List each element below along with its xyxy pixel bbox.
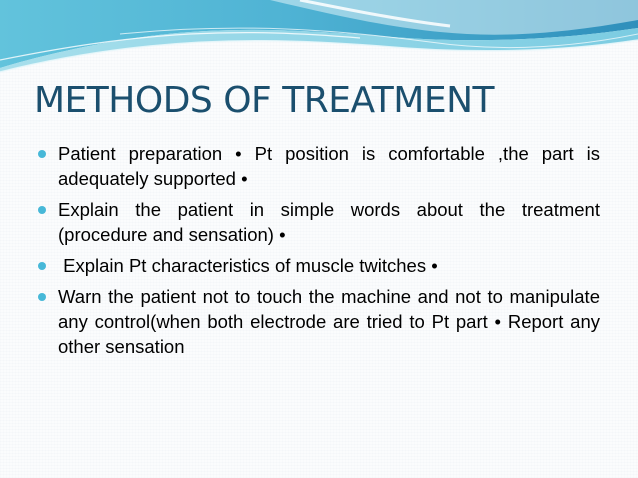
bullet-dot-icon xyxy=(38,262,46,270)
bullet-item xyxy=(38,197,600,247)
bullet-dot-icon xyxy=(38,293,46,301)
slide-title: METHODS OF TREATMENT xyxy=(34,80,495,121)
bullet-item xyxy=(38,141,600,191)
bullet-text: Explain Pt characteristics of muscle twitches • xyxy=(58,255,438,276)
header-wave-banner xyxy=(0,0,638,80)
bullet-list xyxy=(38,141,600,365)
bullet-text: Patient preparation • Pt position is comfortable ,the part is adequately supported • xyxy=(58,143,600,189)
bullet-text: Warn the patient not to touch the machine and not to manipulate any control(when both electrode are tried to Pt part • Report any other sensation xyxy=(58,286,600,357)
bullet-text: Explain the patient in simple words about the treatment (procedure and sensation) • xyxy=(58,199,600,245)
bullet-dot-icon xyxy=(38,150,46,158)
bullet-item xyxy=(38,284,600,359)
bullet-dot-icon xyxy=(38,206,46,214)
bullet-item xyxy=(38,253,600,278)
